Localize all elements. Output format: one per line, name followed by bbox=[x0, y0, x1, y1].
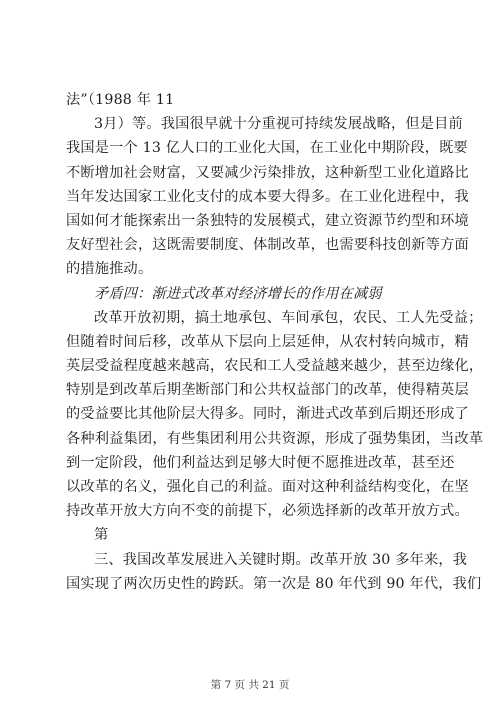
text-line: 但随着时间后移，改革从下层向上层延伸，从农村转向城市，精 bbox=[66, 333, 469, 350]
page-footer: 第 7 页 共 21 页 bbox=[210, 679, 290, 691]
text-line: 英层受益程度越来越高，农民和工人受益越来越少，甚至边缘化， bbox=[66, 358, 484, 375]
text-line: 三、我国改革发展进入关键时期。改革开放 30 多年来，我 bbox=[94, 551, 468, 568]
text-line: 法”（1988 年 11 bbox=[66, 92, 175, 108]
text-line: 不断增加社会财富，又要减少污染排放，这种新型工业化道路比 bbox=[66, 164, 469, 181]
text-line: 我国是一个 13 亿人口的工业化大国，在工业化中期阶段，既要 bbox=[66, 140, 468, 157]
section-heading: 矛盾四：渐进式改革对经济增长的作用在减弱 bbox=[94, 285, 382, 302]
text-line: 各种利益集团，有些集团利用公共资源，形成了强势集团，当改革 bbox=[66, 430, 484, 447]
text-line: 当年发达国家工业化支付的成本要大得多。在工业化进程中，我 bbox=[66, 188, 469, 205]
text-line: 持改革开放大方向不变的前提下，必须选择新的改革开放方式。 bbox=[66, 503, 469, 520]
text-line: 到一定阶段，他们利益达到足够大时便不愿推进改革，甚至还 bbox=[66, 454, 455, 471]
text-line: 的受益要比其他阶层大得多。同时，渐进式改革到后期还形成了 bbox=[66, 406, 469, 423]
text-line: 特别是到改革后期垄断部门和公共权益部门的改革，使得精英层 bbox=[66, 382, 469, 399]
text-line: 的措施推动。 bbox=[66, 261, 153, 278]
text-line: 3月）等。我国很早就十分重视可持续发展战略，但是目前 bbox=[94, 116, 463, 133]
text-line: 国如何才能探索出一条独特的发展模式，建立资源节约型和环境 bbox=[66, 212, 469, 229]
text-line: 第 bbox=[94, 527, 109, 544]
text-line: 友好型社会，这既需要制度、体制改革，也需要科技创新等方面 bbox=[66, 237, 469, 254]
body-text bbox=[66, 88, 484, 596]
text-line: 改革开放初期，搞土地承包、车间承包，农民、工人先受益； bbox=[94, 309, 483, 326]
text-line: 以改革的名义，强化自己的利益。面对这种利益结构变化，在坚 bbox=[66, 479, 469, 495]
text-line: 国实现了两次历史性的跨跃。第一次是 80 年代到 90 年代，我们 bbox=[66, 575, 482, 592]
